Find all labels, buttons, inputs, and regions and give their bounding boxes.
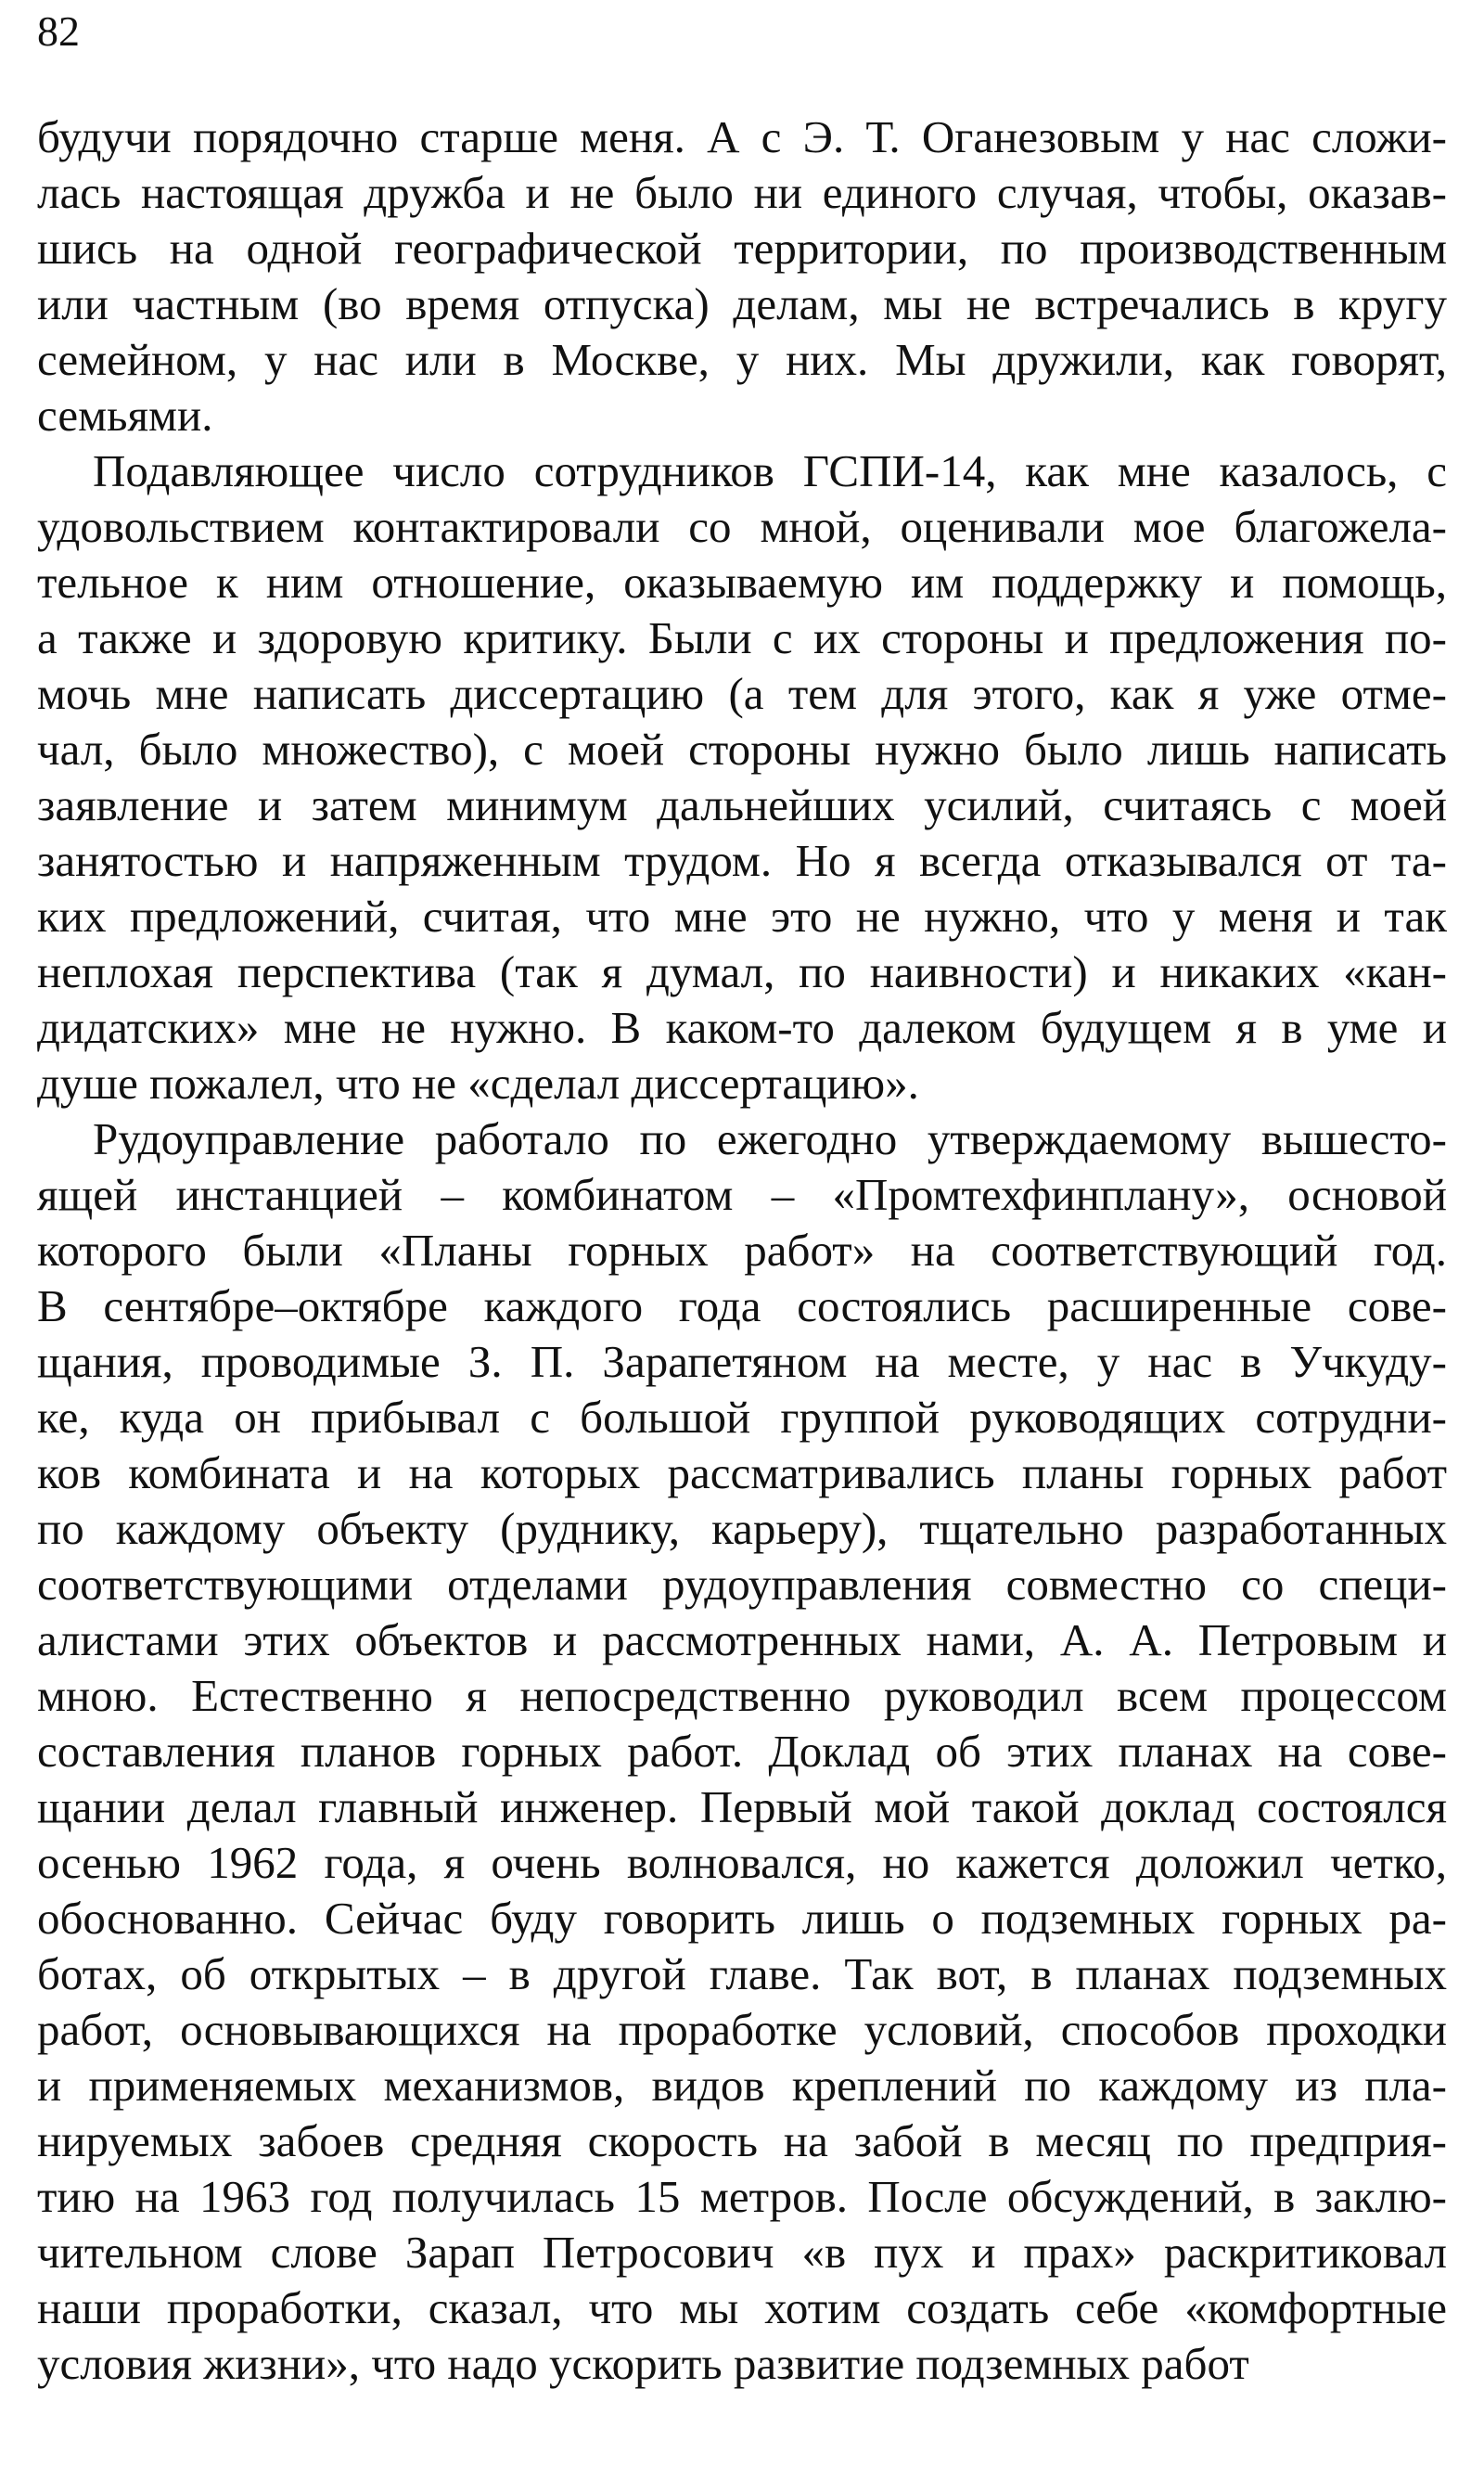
text-line: работ, основывающихся на проработке условий, способов проходки <box>37 2004 1447 2055</box>
text-line: ков комбината и на которых рассматривались планы горных работ <box>37 1447 1447 1498</box>
text-line: по каждому объекту (руднику, карьеру), тщательно разработанных <box>37 1503 1447 1554</box>
text-line: тию на 1963 год получилась 15 метров. После обсуждений, в заклю- <box>37 2171 1447 2222</box>
text-line: а также и здоровую критику. Были с их стороны и предложения по- <box>37 612 1447 663</box>
text-line: мною. Естественно я непосредственно руководил всем процессом <box>37 1670 1447 1721</box>
text-line: ке, куда он прибывал с большой группой руководящих сотрудни- <box>37 1392 1447 1443</box>
text-line: лась настоящая дружба и не было ни единого случая, чтобы, оказав- <box>37 167 1447 218</box>
text-line: семейном, у нас или в Москве, у них. Мы дружили, как говорят, <box>37 334 1447 385</box>
text-line: В сентябре–октябре каждого года состоялись расширенные сове- <box>37 1280 1447 1331</box>
text-line: щании делал главный инженер. Первый мой такой доклад состоялся <box>37 1781 1447 1832</box>
paragraph <box>37 109 1447 443</box>
text-line: и применяемых механизмов, видов креплений по каждому из пла- <box>37 2060 1447 2111</box>
text-line: осенью 1962 года, я очень волновался, но кажется доложил четко, <box>37 1837 1447 1888</box>
text-line: удовольствием контактировали со мной, оценивали мое благожела- <box>37 501 1447 552</box>
text-line: составления планов горных работ. Доклад об этих планах на сове- <box>37 1726 1447 1777</box>
text-line: ботах, об открытых – в другой главе. Так вот, в планах подземных <box>37 1948 1447 1999</box>
text-line: чал, было множество), с моей стороны нужно было лишь написать <box>37 724 1447 775</box>
text-line: мочь мне написать диссертацию (а тем для этого, как я уже отме- <box>37 668 1447 719</box>
text-line: нируемых забоев средняя скорость на забой в месяц по предприя- <box>37 2115 1447 2166</box>
page-number: 82 <box>37 7 80 55</box>
text-line: наши проработки, сказал, что мы хотим создать себе «комфортные <box>37 2282 1447 2333</box>
text-line: душе пожалел, что не «сделал диссертацию». <box>37 1058 919 1109</box>
text-line: обоснованно. Сейчас буду говорить лишь о подземных горных ра- <box>37 1893 1447 1944</box>
text-line: соответствующими отделами рудоуправления совместно со специ- <box>37 1559 1447 1610</box>
text-line: ящей инстанцией – комбинатом – «Промтехфинплану», основой <box>37 1169 1447 1220</box>
paragraph <box>37 1111 1447 2392</box>
text-line: дидатских» мне не нужно. В каком-то далеком будущем я в уме и <box>37 1002 1447 1053</box>
text-line: Подавляющее число сотрудников ГСПИ-14, как мне казалось, с <box>93 445 1447 496</box>
body-text <box>37 109 1447 2392</box>
text-line: будучи порядочно старше меня. А с Э. Т. Оганезовым у нас сложи- <box>37 111 1447 162</box>
text-line: условия жизни», что надо ускорить развитие подземных работ <box>37 2338 1249 2389</box>
text-line: тельное к ним отношение, оказываемую им поддержку и помощь, <box>37 557 1447 608</box>
text-line: семьями. <box>37 390 213 441</box>
text-line: неплохая перспектива (так я думал, по наивности) и никаких «кан- <box>37 946 1447 997</box>
text-line: или частным (во время отпуска) делам, мы не встречались в кругу <box>37 278 1447 329</box>
text-line: Рудоуправление работало по ежегодно утверждаемому вышесто- <box>93 1113 1447 1164</box>
text-line: занятостью и напряженным трудом. Но я всегда отказывался от та- <box>37 835 1447 886</box>
text-line: щания, проводимые З. П. Зарапетяном на месте, у нас в Учкуду- <box>37 1336 1447 1387</box>
text-line: которого были «Планы горных работ» на соответствующий год. <box>37 1225 1447 1276</box>
text-line: шись на одной географической территории, по производственным <box>37 223 1447 274</box>
text-line: алистами этих объектов и рассмотренных нами, А. А. Петровым и <box>37 1614 1447 1665</box>
paragraph <box>37 443 1447 1111</box>
text-line: заявление и затем минимум дальнейших усилий, считаясь с моей <box>37 779 1447 830</box>
text-line: чительном слове Зарап Петросович «в пух и прах» раскритиковал <box>37 2227 1447 2278</box>
text-line: ких предложений, считая, что мне это не нужно, что у меня и так <box>37 891 1447 942</box>
